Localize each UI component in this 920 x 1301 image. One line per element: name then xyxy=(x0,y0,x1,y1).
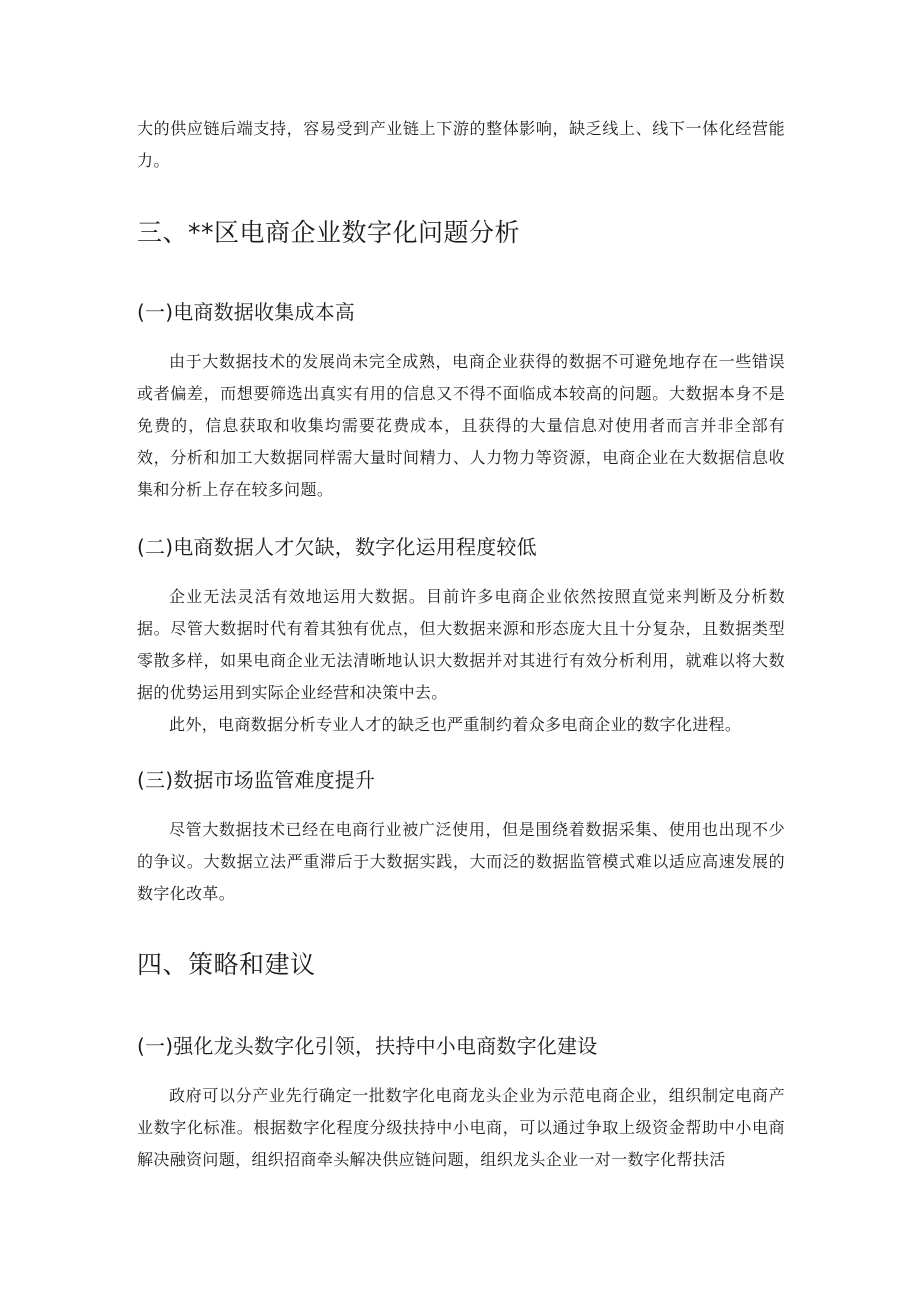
section-3-1-heading: (一)电商数据收集成本高 xyxy=(137,300,356,324)
intro-paragraph: 大的供应链后端支持，容易受到产业链上下游的整体影响，缺乏线上、线下一体化经营能力。 xyxy=(137,119,785,170)
section-4-heading: 四、策略和建议 xyxy=(137,950,316,979)
section-3-3-paragraph: 尽管大数据技术已经在电商行业被广泛使用，但是围绕着数据采集、使用也出现不少的争议。大数据立法严重滞后于大数据实践，大而泛的数据监管模式难以适应高速发展的数字化改革。 xyxy=(137,820,785,903)
section-3-1-paragraph: 由于大数据技术的发展尚未完全成熟，电商企业获得的数据不可避免地存在一些错误或者偏差，而想要筛选出真实有用的信息又不得不面临成本较高的问题。大数据本身不是免费的，信息获取和收集均需要花费成本，且获得的大量信息对使用者而言并非全部有效，分析和加工大数据同样需大量时间精力、人力物力等资源，电商企业在大数据信息收集和分析上存在较多问题。 xyxy=(137,352,785,499)
section-4-1-heading: (一)强化龙头数字化引领，扶持中小电商数字化建设 xyxy=(137,1034,598,1058)
section-3-2-paragraph-1: 企业无法灵活有效地运用大数据。目前许多电商企业依然按照直觉来判断及分析数据。尽管大数据时代有着其独有优点，但大数据来源和形态庞大且十分复杂，且数据类型零散多样，如果电商企业无法清晰地认识大数据并对其进行有效分析利用，就难以将大数据的优势运用到实际企业经营和决策中去。 xyxy=(137,587,785,702)
section-3-heading: 三、**区电商企业数字化问题分析 xyxy=(137,218,521,247)
section-3-2-heading: (二)电商数据人才欠缺，数字化运用程度较低 xyxy=(137,535,537,559)
section-3-3-heading: (三)数据市场监管难度提升 xyxy=(137,768,376,792)
section-4-1-paragraph: 政府可以分产业先行确定一批数字化电商龙头企业为示范电商企业，组织制定电商产业数字化标准。根据数字化程度分级扶持中小电商，可以通过争取上级资金帮助中小电商解决融资问题，组织招商牵头解决供应链问题，组织龙头企业一对一数字化帮扶活 xyxy=(137,1086,785,1169)
section-3-2-paragraph-2: 此外，电商数据分析专业人才的缺乏也严重制约着众多电商企业的数字化进程。 xyxy=(169,715,742,734)
